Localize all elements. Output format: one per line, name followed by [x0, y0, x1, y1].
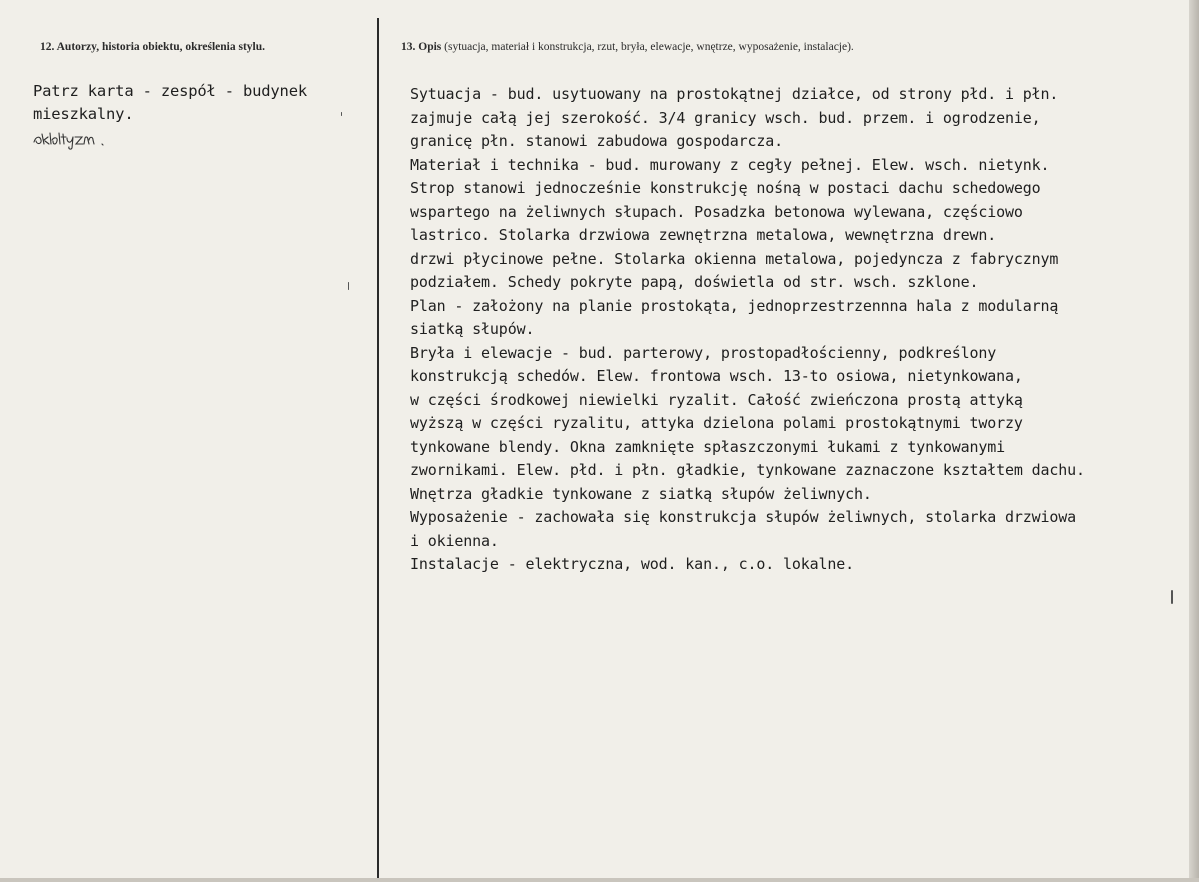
- section-13-number: 13. Opis: [401, 41, 442, 53]
- paper-speck: [1171, 590, 1173, 604]
- handwritten-style-note: [32, 128, 162, 150]
- paper-speck: [348, 282, 349, 290]
- description-line: Sytuacja - bud. usytuowany na prostokątnej działce, od strony płd. i płn.: [410, 85, 1059, 103]
- page-bottom-edge: [0, 878, 1199, 882]
- description-line: zajmuje całą jej szerokość. 3/4 granicy wsch. bud. przem. i ogrodzenie,: [410, 108, 1041, 127]
- description-line: Wnętrza gładkie tynkowane z siatką słupów żeliwnych.: [410, 484, 872, 503]
- description-line: podziałem. Schedy pokryte papą, doświetla od str. wsch. szklone.: [410, 273, 979, 291]
- section-12-header: [40, 41, 265, 53]
- page-edge-shadow: [1189, 0, 1199, 882]
- left-line: Patrz karta - zespół - budynek: [33, 82, 307, 100]
- description-line: Wyposażenie - zachowała się konstrukcja słupów żeliwnych, stolarka drzwiowa: [410, 508, 1077, 526]
- paper-speck: [341, 112, 342, 116]
- section-12-number: 12.: [40, 41, 55, 53]
- section-13-title: (sytuacja, materiał i konstrukcja, rzut, bryła, elewacje, wnętrze, wyposażenie, instalacje).: [444, 41, 854, 53]
- section-12-title: Autorzy, historia obiektu, określenia stylu.: [56, 41, 266, 53]
- description-line: w części środkowej niewielki ryzalit. Całość zwieńczona prostą attyką: [410, 390, 1023, 409]
- description-line: wspartego na żeliwnych słupach. Posadzka betonowa wylewana, częściowo: [410, 202, 1023, 221]
- description-line: wyższą w części ryzalitu, attyka dzielona polami prostokątnymi tworzy: [410, 414, 1023, 432]
- description-line: Strop stanowi jednocześnie konstrukcję nośną w postaci dachu schedowego: [410, 179, 1041, 197]
- description-line: Plan - założony na planie prostokąta, jednoprzestrzennna hala z modularną: [410, 296, 1059, 315]
- description-text: [410, 83, 1190, 577]
- description-line: lastrico. Stolarka drzwiowa zewnętrzna metalowa, wewnętrzna drewn.: [410, 226, 997, 244]
- column-divider: [377, 18, 379, 882]
- left-line: mieszkalny.: [33, 105, 134, 123]
- description-line: granicę płn. stanowi zabudowa gospodarcza.: [410, 132, 783, 150]
- description-line: zwornikami. Elew. płd. i płn. gładkie, tynkowane zaznaczone kształtem dachu.: [410, 461, 1085, 479]
- description-line: Instalacje - elektryczna, wod. kan., c.o. lokalne.: [410, 555, 855, 573]
- description-line: Materiał i technika - bud. murowany z cegły pełnej. Elew. wsch. nietynk.: [410, 155, 1050, 174]
- section-13-header: [401, 41, 854, 53]
- description-line: siatką słupów.: [410, 320, 535, 338]
- description-line: Bryła i elewacje - bud. parterowy, prostopadłościenny, podkreślony: [410, 343, 997, 362]
- description-line: tynkowane blendy. Okna zamknięte spłaszczonymi łukami z tynkowanymi: [410, 437, 1006, 456]
- description-line: konstrukcją schedów. Elew. frontowa wsch. 13-to osiowa, nietynkowana,: [410, 367, 1023, 385]
- description-line: drzwi płycinowe pełne. Stolarka okienna metalowa, pojedyncza z fabrycznym: [410, 249, 1059, 268]
- authors-history-text: [33, 80, 363, 126]
- description-line: i okienna.: [410, 531, 499, 550]
